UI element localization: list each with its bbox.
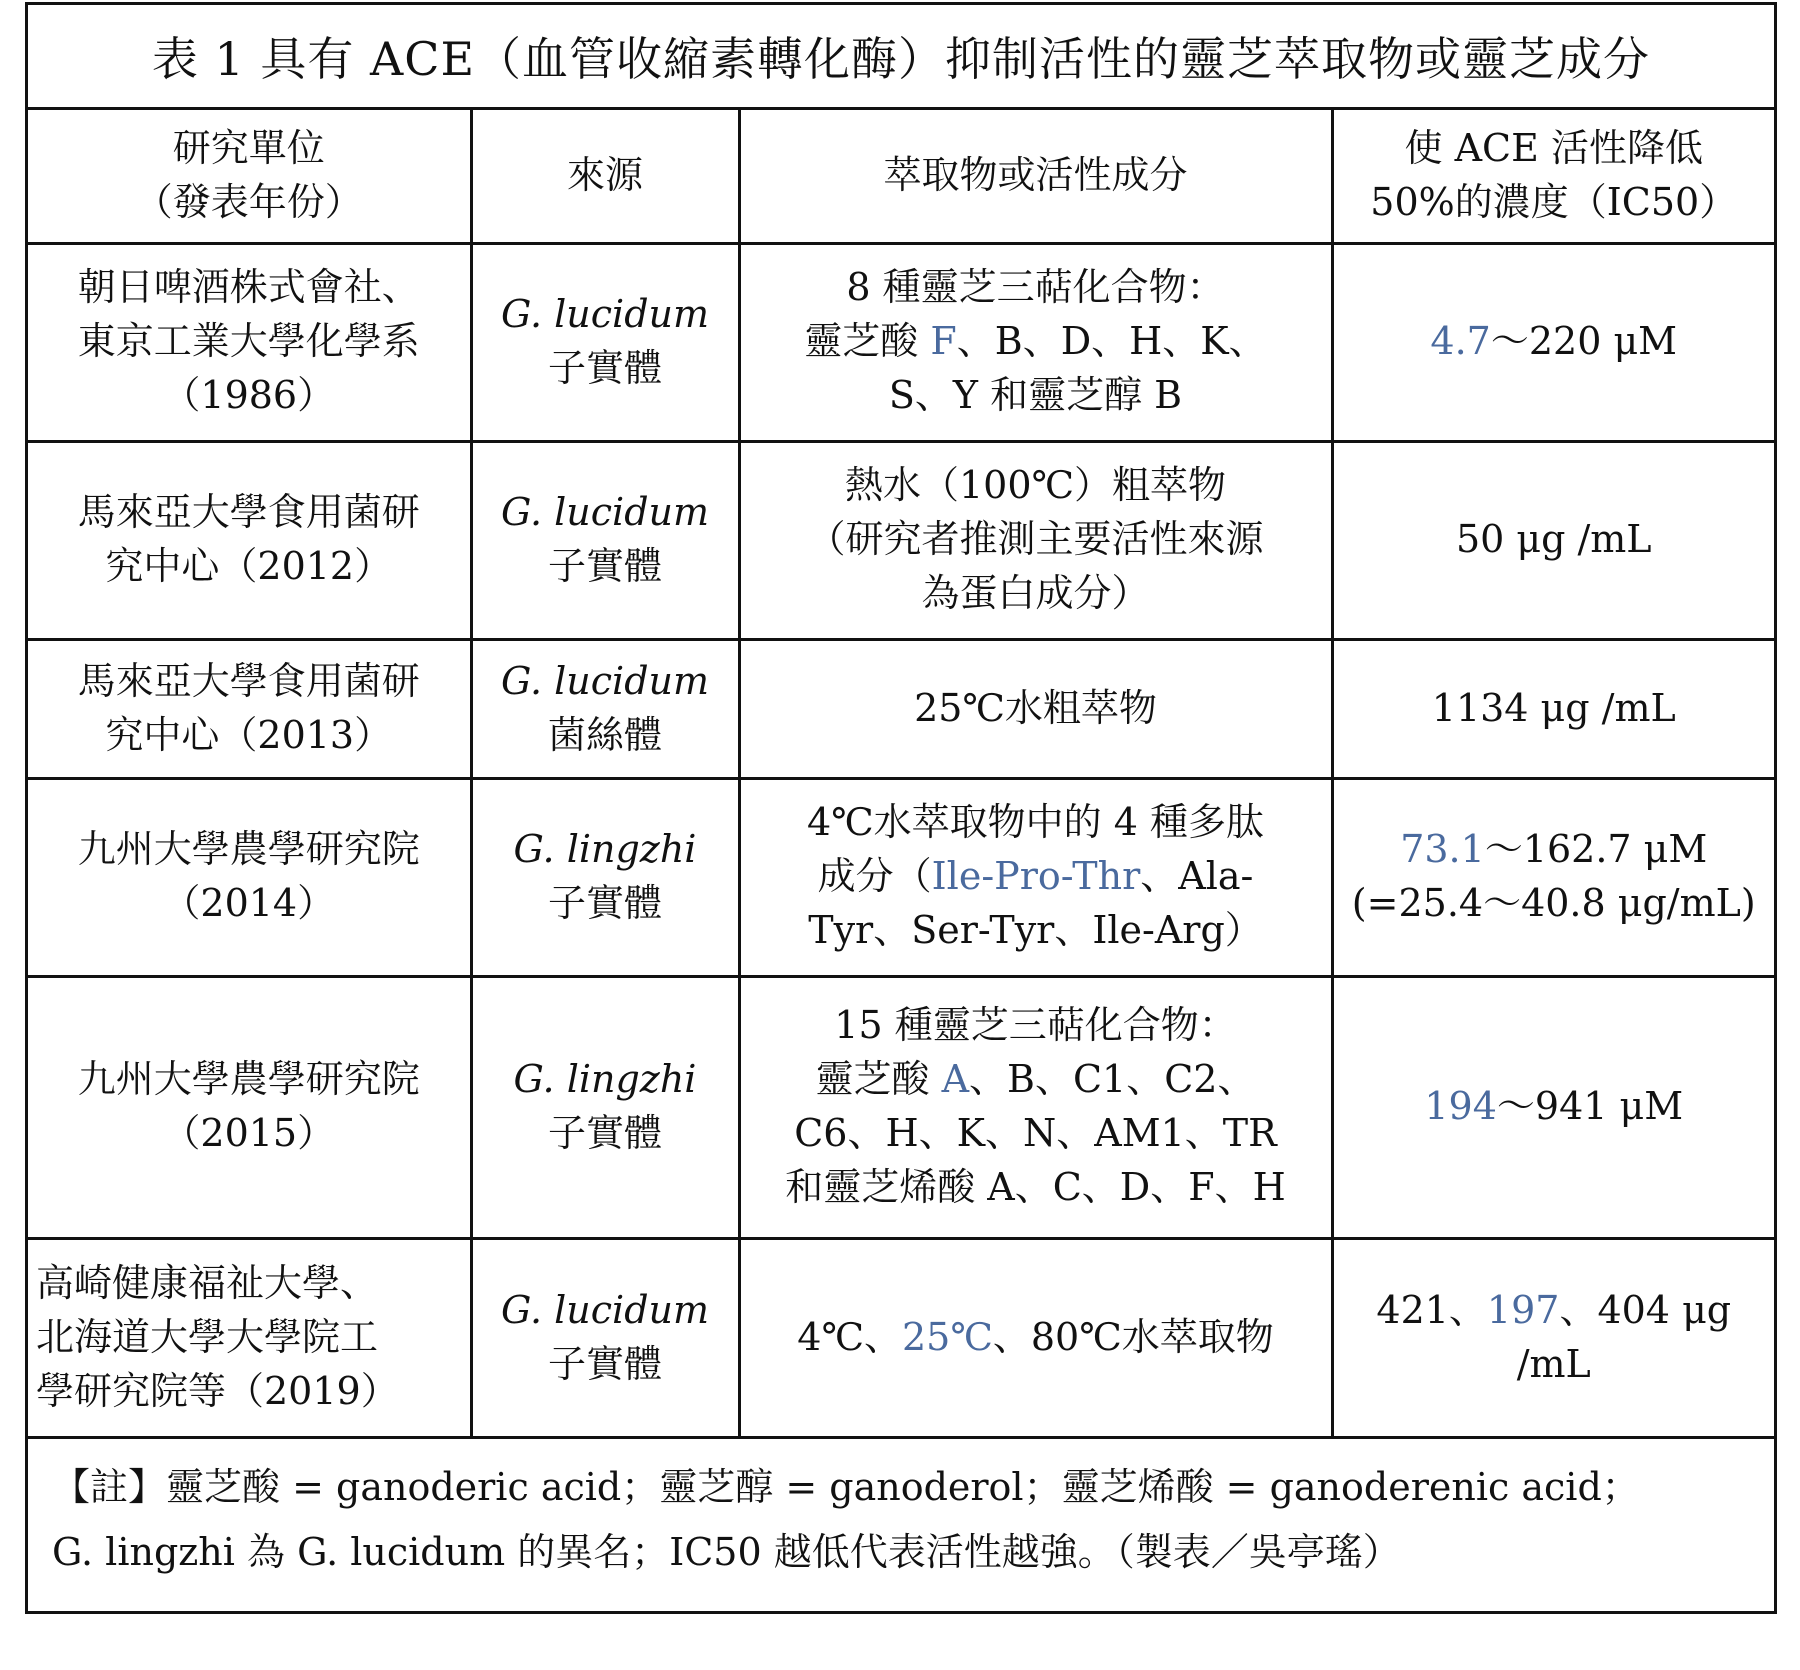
source-cell bbox=[471, 441, 739, 639]
header-extract: 萃取物或活性成分 bbox=[739, 110, 1332, 243]
extract-line: 靈芝酸 F、B、D、H、K、 bbox=[804, 319, 1267, 364]
extract-line: 15 種靈芝三萜化合物： bbox=[834, 1003, 1237, 1048]
table-row bbox=[28, 243, 1774, 441]
extract-cell bbox=[739, 1238, 1332, 1436]
header-unit bbox=[28, 110, 471, 243]
unit-cell bbox=[28, 976, 471, 1238]
header-unit-line: 研究單位 bbox=[172, 125, 325, 170]
extract-cell bbox=[739, 441, 1332, 639]
table-note bbox=[28, 1436, 1774, 1584]
ic50-value: 50 μg /mL bbox=[1455, 517, 1652, 562]
species-name: G. lucidum bbox=[500, 490, 710, 535]
highlighted-value: 25℃ bbox=[901, 1314, 993, 1359]
table-title: 表 1 具有 ACE（血管收縮素轉化酶）抑制活性的靈芝萃取物或靈芝成分 bbox=[28, 5, 1774, 110]
source-part: 子實體 bbox=[547, 346, 662, 390]
source-cell bbox=[471, 639, 739, 778]
source-part: 子實體 bbox=[547, 1341, 662, 1386]
unit-line: 究中心（2012） bbox=[105, 544, 393, 588]
extract-line: 成分（Ile-Pro-Thr、Ala- bbox=[817, 854, 1254, 899]
species-name: G. lingzhi bbox=[513, 1057, 697, 1102]
source-part: 子實體 bbox=[547, 881, 662, 925]
unit-cell bbox=[28, 441, 471, 639]
unit-line: 馬來亞大學食用菌研 bbox=[77, 490, 420, 535]
extract-line: 25℃水粗萃物 bbox=[914, 685, 1157, 730]
ace-inhibition-table bbox=[28, 110, 1774, 1436]
unit-cell bbox=[28, 639, 471, 778]
unit-line: 朝日啤酒株式會社、 bbox=[77, 265, 420, 310]
source-part: 子實體 bbox=[547, 544, 662, 588]
species-name: G. lingzhi bbox=[513, 827, 697, 872]
highlighted-value: 194 bbox=[1424, 1084, 1497, 1129]
ic50-cell bbox=[1332, 441, 1774, 639]
header-ic50-line: 使 ACE 活性降低 bbox=[1404, 125, 1703, 170]
unit-line: （2015） bbox=[162, 1111, 336, 1155]
unit-cell bbox=[28, 1238, 471, 1436]
note-line: 【註】靈芝酸 = ganoderic acid；靈芝醇 = ganoderol；靈芝烯酸 = ganoderenic acid； bbox=[52, 1465, 1640, 1509]
unit-line: 學研究院等（2019） bbox=[36, 1368, 399, 1413]
highlighted-value: F bbox=[930, 319, 957, 364]
ic50-value: 73.1～162.7 μM bbox=[1400, 827, 1708, 872]
extract-line: 4℃水萃取物中的 4 種多肽 bbox=[806, 800, 1265, 845]
extract-cell bbox=[739, 976, 1332, 1238]
highlighted-value: 197 bbox=[1486, 1287, 1560, 1332]
highlighted-value: A bbox=[941, 1057, 970, 1102]
extract-line: 靈芝酸 A、B、C1、C2、 bbox=[815, 1057, 1256, 1102]
ic50-value: 4.7～220 μM bbox=[1430, 319, 1678, 364]
header-source: 來源 bbox=[471, 110, 739, 243]
note-line: G. lingzhi 為 G. lucidum 的異名；IC50 越低代表活性越強。（製表／吳亭瑤） bbox=[52, 1529, 1401, 1574]
table-row bbox=[28, 1238, 1774, 1436]
header-ic50-line: 50%的濃度（IC50） bbox=[1370, 179, 1738, 224]
table-row bbox=[28, 976, 1774, 1238]
unit-line: （1986） bbox=[162, 372, 336, 417]
ic50-cell bbox=[1332, 243, 1774, 441]
unit-line: 九州大學農學研究院 bbox=[77, 1057, 420, 1102]
unit-line: 北海道大學大學院工 bbox=[36, 1314, 379, 1359]
ic50-cell bbox=[1332, 1238, 1774, 1436]
extract-line: （研究者推測主要活性來源 bbox=[807, 517, 1264, 562]
species-name: G. lucidum bbox=[500, 292, 710, 337]
extract-cell bbox=[739, 243, 1332, 441]
extract-line: 為蛋白成分） bbox=[921, 570, 1150, 615]
table-row bbox=[28, 778, 1774, 976]
unit-line: 究中心（2013） bbox=[105, 712, 393, 757]
extract-line: 8 種靈芝三萜化合物： bbox=[846, 265, 1225, 310]
unit-cell bbox=[28, 778, 471, 976]
header-unit-line: （發表年份） bbox=[134, 179, 363, 224]
extract-line: 熱水（100℃）粗萃物 bbox=[844, 463, 1227, 508]
ic50-value: 421、197、404 μg /mL bbox=[1376, 1287, 1732, 1386]
source-cell bbox=[471, 243, 739, 441]
extract-line: Tyr、Ser-Tyr、Ile-Arg） bbox=[808, 907, 1263, 952]
unit-cell bbox=[28, 243, 471, 441]
ic50-value: 194～941 μM bbox=[1424, 1084, 1684, 1129]
highlighted-value: 4.7 bbox=[1430, 319, 1491, 364]
table-row bbox=[28, 639, 1774, 778]
ic50-value: 1134 μg /mL bbox=[1431, 685, 1676, 730]
source-part: 子實體 bbox=[547, 1111, 662, 1155]
source-cell bbox=[471, 778, 739, 976]
table-frame bbox=[25, 2, 1777, 1614]
extract-line: 和靈芝烯酸 A、C、D、F、H bbox=[785, 1164, 1286, 1209]
ic50-cell bbox=[1332, 778, 1774, 976]
ic50-value: (=25.4～40.8 μg/mL) bbox=[1351, 881, 1756, 925]
unit-line: 九州大學農學研究院 bbox=[77, 827, 420, 872]
ic50-cell bbox=[1332, 976, 1774, 1238]
ic50-cell bbox=[1332, 639, 1774, 778]
extract-cell bbox=[739, 778, 1332, 976]
extract-line: 4℃、25℃、80℃水萃取物 bbox=[797, 1314, 1274, 1359]
source-cell bbox=[471, 1238, 739, 1436]
unit-line: 高崎健康福祉大學、 bbox=[36, 1260, 379, 1305]
highlighted-value: 73.1 bbox=[1400, 827, 1485, 872]
species-name: G. lucidum bbox=[500, 1287, 710, 1332]
table-row bbox=[28, 441, 1774, 639]
header-ic50 bbox=[1332, 110, 1774, 243]
unit-line: 東京工業大學化學系 bbox=[77, 319, 420, 364]
unit-line: 馬來亞大學食用菌研 bbox=[77, 658, 420, 703]
header-row bbox=[28, 110, 1774, 243]
extract-line: C6、H、K、N、AM1、TR bbox=[794, 1111, 1277, 1155]
species-name: G. lucidum bbox=[500, 658, 710, 703]
source-part: 菌絲體 bbox=[547, 712, 662, 757]
extract-line: S、Y 和靈芝醇 B bbox=[888, 372, 1183, 417]
highlighted-value: Ile-Pro-Thr bbox=[931, 854, 1141, 899]
source-cell bbox=[471, 976, 739, 1238]
extract-cell bbox=[739, 639, 1332, 778]
unit-line: （2014） bbox=[162, 881, 336, 925]
